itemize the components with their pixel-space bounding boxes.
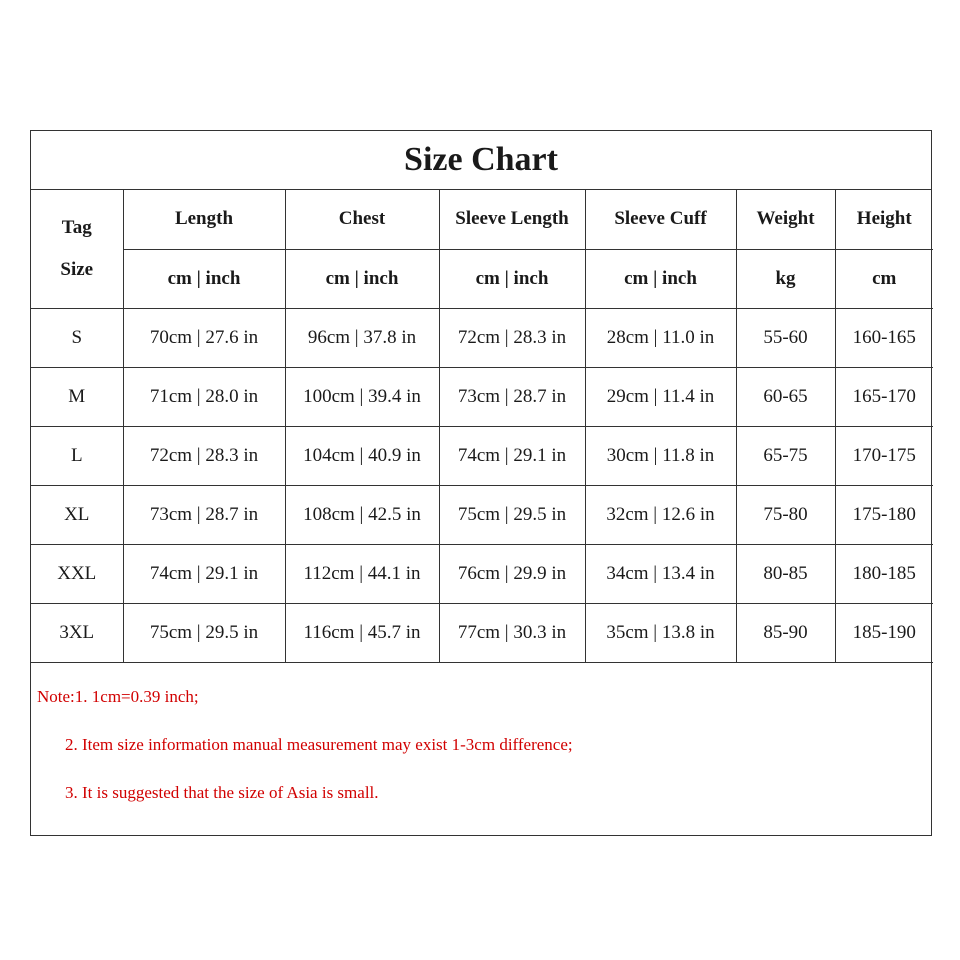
sleeve-length-cell: 74cm | 29.1 in [439, 426, 585, 485]
tag-size-header-line1: Tag [61, 216, 92, 238]
height-cell: 160-165 [835, 308, 933, 367]
height-cell: 175-180 [835, 485, 933, 544]
chest-cell: 108cm | 42.5 in [285, 485, 439, 544]
table-row [31, 426, 933, 485]
note-line-3: 3. It is suggested that the size of Asia is small. [65, 782, 379, 802]
height-cell: 165-170 [835, 367, 933, 426]
weight-cell: 65-75 [736, 426, 835, 485]
column-header-chest: Chest [285, 190, 439, 249]
chest-cell: 112cm | 44.1 in [285, 544, 439, 603]
chart-title: Size Chart [31, 131, 931, 190]
note-line-1: Note:1. 1cm=0.39 inch; [37, 686, 199, 706]
weight-cell: 75-80 [736, 485, 835, 544]
length-cell: 71cm | 28.0 in [123, 367, 285, 426]
size-table [31, 190, 933, 663]
sleeve-length-cell: 76cm | 29.9 in [439, 544, 585, 603]
chest-cell: 104cm | 40.9 in [285, 426, 439, 485]
unit-header-length: cm | inch [123, 249, 285, 308]
size-cell: XL [31, 485, 123, 544]
header-row-units [31, 249, 933, 308]
table-row [31, 367, 933, 426]
sleeve-cuff-cell: 28cm | 11.0 in [585, 308, 736, 367]
weight-cell: 80-85 [736, 544, 835, 603]
tag-size-header-line2: Size [60, 258, 94, 280]
sleeve-length-cell: 72cm | 28.3 in [439, 308, 585, 367]
size-cell: 3XL [31, 603, 123, 662]
sleeve-length-cell: 73cm | 28.7 in [439, 367, 585, 426]
unit-header-chest: cm | inch [285, 249, 439, 308]
size-cell: M [31, 367, 123, 426]
column-header-length: Length [123, 190, 285, 249]
notes-section [31, 663, 931, 821]
sleeve-cuff-cell: 30cm | 11.8 in [585, 426, 736, 485]
size-cell: L [31, 426, 123, 485]
sleeve-length-cell: 77cm | 30.3 in [439, 603, 585, 662]
height-cell: 170-175 [835, 426, 933, 485]
sleeve-cuff-cell: 34cm | 13.4 in [585, 544, 736, 603]
chest-cell: 116cm | 45.7 in [285, 603, 439, 662]
column-header-sleeve-length: Sleeve Length [439, 190, 585, 249]
sleeve-cuff-cell: 32cm | 12.6 in [585, 485, 736, 544]
length-cell: 73cm | 28.7 in [123, 485, 285, 544]
table-row [31, 544, 933, 603]
weight-cell: 85-90 [736, 603, 835, 662]
unit-header-weight: kg [736, 249, 835, 308]
weight-cell: 60-65 [736, 367, 835, 426]
size-chart-frame [30, 130, 932, 836]
height-cell: 180-185 [835, 544, 933, 603]
chest-cell: 96cm | 37.8 in [285, 308, 439, 367]
table-row [31, 308, 933, 367]
length-cell: 72cm | 28.3 in [123, 426, 285, 485]
sleeve-cuff-cell: 29cm | 11.4 in [585, 367, 736, 426]
sleeve-cuff-cell: 35cm | 13.8 in [585, 603, 736, 662]
size-cell: XXL [31, 544, 123, 603]
chest-cell: 100cm | 39.4 in [285, 367, 439, 426]
note-line-2: 2. Item size information manual measurement may exist 1-3cm difference; [65, 734, 573, 754]
weight-cell: 55-60 [736, 308, 835, 367]
table-row [31, 603, 933, 662]
tag-size-header [31, 190, 123, 308]
table-row [31, 485, 933, 544]
height-cell: 185-190 [835, 603, 933, 662]
length-cell: 75cm | 29.5 in [123, 603, 285, 662]
column-header-sleeve-cuff: Sleeve Cuff [585, 190, 736, 249]
unit-header-sleeve-length: cm | inch [439, 249, 585, 308]
header-row-names [31, 190, 933, 249]
column-header-weight: Weight [736, 190, 835, 249]
size-cell: S [31, 308, 123, 367]
unit-header-sleeve-cuff: cm | inch [585, 249, 736, 308]
unit-header-height: cm [835, 249, 933, 308]
column-header-height: Height [835, 190, 933, 249]
length-cell: 74cm | 29.1 in [123, 544, 285, 603]
length-cell: 70cm | 27.6 in [123, 308, 285, 367]
sleeve-length-cell: 75cm | 29.5 in [439, 485, 585, 544]
